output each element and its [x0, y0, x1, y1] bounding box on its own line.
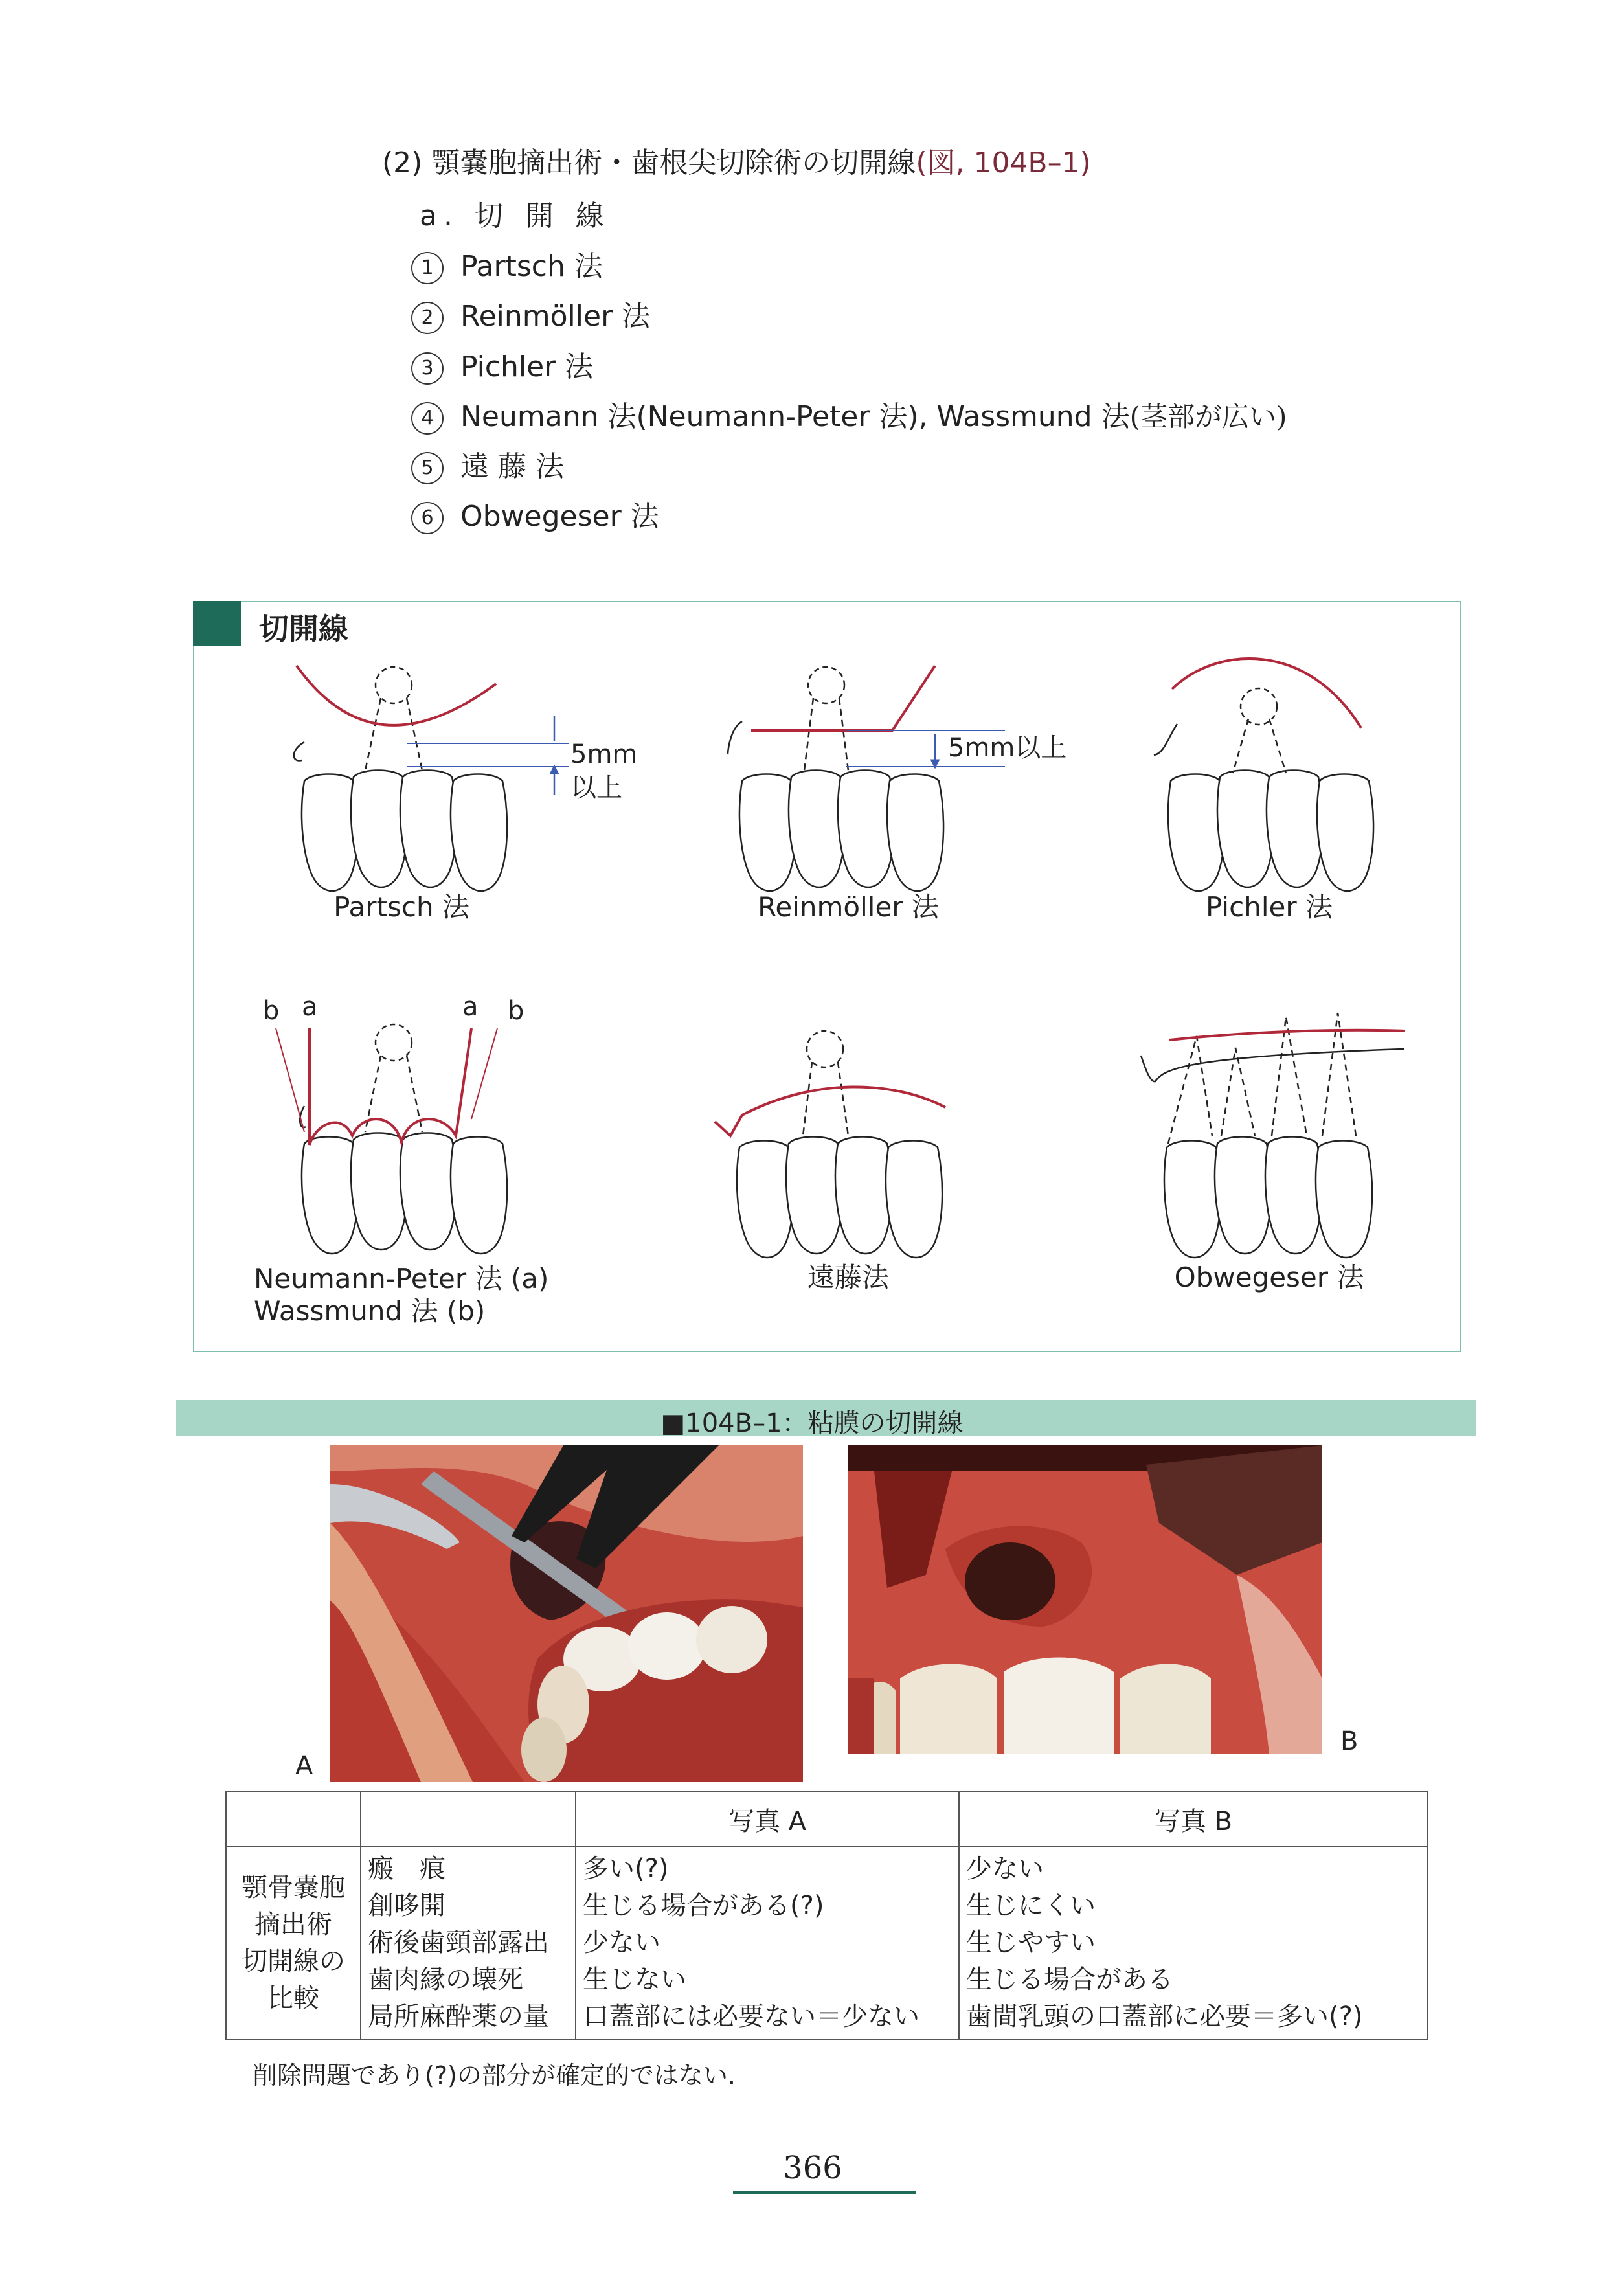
endo-caption: 遠藤法	[807, 1261, 889, 1293]
method-text: Reinmöller 法	[460, 300, 651, 333]
cyst-outline	[376, 1024, 412, 1061]
method-number: 2	[411, 302, 444, 334]
section-heading	[382, 139, 1091, 181]
partsch-caption: Partsch 法	[333, 891, 469, 923]
reinmoller-caption: Reinmöller 法	[758, 891, 939, 923]
method-text: 遠 藤 法	[460, 450, 564, 483]
method-number: 4	[411, 402, 444, 435]
item-anesthetic-amount: 局所麻酔薬の量	[368, 2002, 549, 2031]
root-outline	[804, 698, 848, 771]
teeth	[1164, 1137, 1372, 1258]
photo-a-label: A	[295, 1751, 313, 1781]
photo-b-values	[959, 1846, 1428, 2040]
photo-a-values	[576, 1846, 959, 2040]
partsch-diagram	[294, 666, 569, 891]
teeth	[739, 771, 943, 892]
endo-diagram	[715, 1031, 945, 1258]
method-item	[411, 343, 593, 385]
method-text: Partsch 法	[460, 250, 603, 283]
row-label-line: 切開線の	[242, 1946, 345, 1976]
incision-line	[1172, 659, 1361, 728]
photo-b-value: 歯間乳頭の口蓋部に必要＝多い(?)	[966, 2002, 1363, 2031]
mucogingival-line	[1154, 724, 1177, 755]
comparison-table	[225, 1791, 1428, 2040]
photo-a-value: 生じない	[583, 1965, 686, 1994]
row-label-line: 比較	[267, 1983, 319, 2013]
item-wound-dehiscence: 創哆開	[368, 1891, 445, 1921]
reinmoller-dim-label: 5mm以上	[948, 733, 1067, 763]
method-text: Pichler 法	[460, 350, 594, 383]
heading-text: (2) 顎嚢胞摘出術・歯根尖切除術の切開線	[382, 146, 916, 179]
photo-a-value: 生じる場合がある(?)	[583, 1891, 824, 1921]
neumann-caption-line1: Neumann-Peter 法 (a)	[254, 1263, 549, 1294]
incision-line	[751, 666, 935, 730]
photo-b-value: 生じにくい	[966, 1891, 1096, 1921]
neumann-label-a-right: a	[462, 992, 479, 1022]
mucogingival-line	[1141, 1049, 1404, 1081]
header-cell	[361, 1792, 576, 1846]
incision-line	[297, 666, 496, 725]
cyst-outline	[808, 667, 844, 703]
method-text: Obwegeser 法	[460, 500, 659, 533]
figure-title: 切開線	[259, 611, 348, 646]
mucogingival-line	[294, 742, 304, 761]
pichler-diagram	[1154, 659, 1373, 891]
neumann-diagram	[276, 1024, 507, 1254]
table-header-row	[226, 1792, 1428, 1846]
teeth	[302, 1133, 507, 1254]
method-item	[411, 493, 659, 534]
reinmoller-diagram	[728, 666, 1005, 891]
method-item	[411, 243, 603, 284]
photo-b-value: 生じる場合がある	[966, 1965, 1173, 1994]
incision-line-a	[310, 1028, 471, 1145]
item-margin-necrosis: 歯肉縁の壊死	[368, 1965, 523, 1994]
pichler-caption: Pichler 法	[1206, 891, 1333, 923]
method-number: 5	[411, 452, 444, 484]
incision-diagrams	[193, 601, 1458, 1350]
method-item	[411, 393, 1287, 435]
row-label-line: 顎骨嚢胞	[242, 1872, 345, 1903]
obwegeser-caption: Obwegeser 法	[1174, 1261, 1364, 1293]
item-list	[361, 1846, 576, 2040]
neumann-label-a-left: a	[302, 992, 318, 1022]
root-outline	[1233, 719, 1286, 773]
obwegeser-diagram	[1141, 1013, 1405, 1258]
neumann-label-b-left: b	[263, 996, 280, 1026]
mucogingival-line	[728, 721, 742, 754]
teeth	[737, 1137, 942, 1258]
photo-a	[330, 1445, 803, 1782]
method-number: 3	[411, 352, 444, 385]
header-cell	[226, 1792, 361, 1846]
photo-a-value: 少ない	[583, 1928, 660, 1958]
table-row	[226, 1846, 1428, 2040]
photo-b	[848, 1445, 1322, 1754]
method-number: 6	[411, 502, 444, 534]
photo-b-value: 生じやすい	[966, 1928, 1096, 1958]
root-outline	[365, 1056, 422, 1132]
neumann-label-b-right: b	[508, 996, 524, 1026]
cyst-outline	[376, 667, 412, 703]
photo-b-value: 少ない	[966, 1854, 1044, 1884]
footnote: 削除問題であり(?)の部分が確定的ではない.	[253, 2061, 736, 2090]
photo-a-value: 多い(?)	[583, 1854, 669, 1884]
root-outline	[803, 1062, 848, 1136]
root-outline	[365, 698, 422, 771]
page-number-underline	[733, 2191, 916, 2194]
item-scar: 瘢 痕	[368, 1854, 445, 1884]
heading-figure-ref: (図, 104B–1)	[916, 146, 1091, 179]
cyst-outline	[807, 1031, 843, 1067]
item-cervical-exposure: 術後歯頸部露出	[368, 1928, 549, 1958]
incision-line	[715, 1087, 945, 1136]
header-photo-a: 写真 A	[576, 1792, 959, 1846]
row-label	[226, 1846, 361, 2040]
teeth	[1168, 771, 1373, 892]
method-item	[411, 443, 564, 484]
header-photo-b: 写真 B	[959, 1792, 1428, 1846]
method-item	[411, 293, 650, 334]
neumann-caption-line2: Wassmund 法 (b)	[254, 1295, 486, 1327]
teeth	[302, 771, 507, 892]
method-note: (茎部が広い)	[1129, 401, 1287, 433]
subheading: a. 切 開 線	[420, 199, 611, 232]
guide-lines	[407, 743, 569, 767]
photo-b-label: B	[1340, 1726, 1359, 1756]
page-number: 366	[783, 2150, 842, 2186]
method-number: 1	[411, 252, 444, 284]
partsch-dim-label2: 以上	[570, 773, 622, 803]
method-text: Neumann 法(Neumann-Peter 法), Wassmund 法	[460, 400, 1130, 433]
row-label-line: 摘出術	[254, 1909, 332, 1939]
photo-title: ■104B–1：粘膜の切開線	[660, 1408, 964, 1438]
photo-a-value: 口蓋部には必要ない＝少ない	[583, 2002, 919, 2031]
incision-line	[1169, 1030, 1405, 1040]
cyst-outline	[1241, 688, 1277, 725]
partsch-dim-label: 5mm	[570, 740, 638, 769]
